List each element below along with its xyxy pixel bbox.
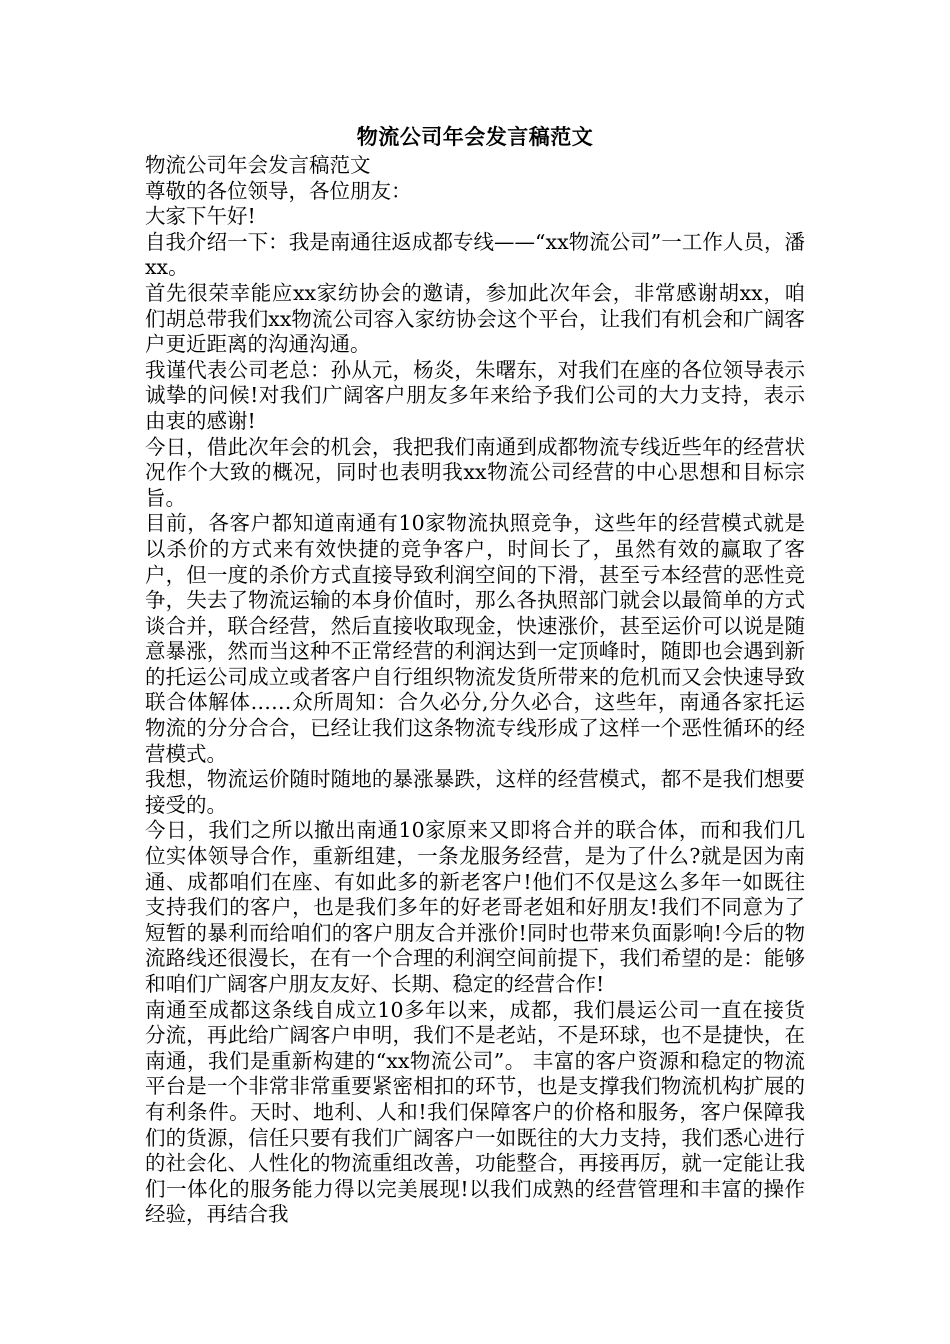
paragraph-greetings-from-management: 我谨代表公司老总：孙从元，杨炎，朱曙东，对我们在座的各位领导表示诚挚的问候!对我们广阔客户朋友多年来给予我们公司的大力支持，表示由衷的感谢! bbox=[145, 357, 805, 433]
paragraph-thanks-association: 首先很荣幸能应xx家纺协会的邀请，参加此次年会，非常感谢胡xx，咱们胡总带我们xx物流公司容入家纺协会这个平台，让我们有机会和广阔客户更近距离的沟通沟通。 bbox=[145, 280, 805, 357]
paragraph-reorganization: 今日，我们之所以撤出南通10家原来又即将合并的联合体，而和我们几位实体领导合作，重新组建，一条龙服务经营，是为了什么?就是因为南通、成都咱们在座、有如此多的新老客户!他们不仅是这么多年一如既往支持我们的客户，也是我们多年的好老哥老姐和好朋友!我们不同意为了短暂的暴利而给咱们的客户朋友合并涨价!同时也带来负面影响!今后的物流路线还很漫长，在有一个合理的利润空间前提下，我们希望的是：能够和咱们广阔客户朋友友好、长期、稳定的经营合作! bbox=[145, 818, 805, 996]
paragraph-greeting: 大家下午好! bbox=[145, 204, 256, 229]
paragraph-company-statement: 南通至成都这条线自成立10多年以来，成都，我们晨运公司一直在接货分流，再此给广阔客户申明，我们不是老站，不是环球，也不是捷快，在南通，我们是重新构建的“xx物流公司”。 丰富的客户资源和稳定的物流平台是一个非常非常重要紧密相扣的环节，也是支撑我们物流机构扩展的有利条件。天时、地利、人和!我们保障客户的价格和服务，客户保障我们的货源，信任只要有我们广阔客户一如既往的大力支持，我们悉心进行的社会化、人性化的物流重组改善，功能整合，再接再厉，就一定能让我们一体化的服务能力得以完美展现!以我们成熟的经营管理和丰富的操作经验，再结合我 bbox=[145, 997, 805, 1227]
document-page bbox=[145, 121, 805, 1228]
paragraph-introduction: 自我介绍一下：我是南通往返成都专线——“xx物流公司”一工作人员，潘xx。 bbox=[145, 229, 805, 280]
paragraph-opinion: 我想，物流运价随时随地的暴涨暴跌，这样的经营模式，都不是我们想要接受的。 bbox=[145, 767, 805, 817]
paragraph-occasion: 今日，借此次年会的机会，我把我们南通到成都物流专线近些年的经营状况作个大致的概况，同时也表明我xx物流公司经营的中心思想和目标宗旨。 bbox=[145, 434, 805, 510]
paragraph-salutation: 尊敬的各位领导，各位朋友： bbox=[145, 178, 412, 203]
document-title: 物流公司年会发言稿范文 bbox=[356, 124, 594, 149]
paragraph-subtitle: 物流公司年会发言稿范文 bbox=[145, 153, 371, 177]
paragraph-market-situation: 目前，各客户都知道南通有10家物流执照竞争，这些年的经营模式就是以杀价的方式来有效快捷的竞争客户，时间长了，虽然有效的赢取了客户，但一度的杀价方式直接导致利润空间的下滑，甚至亏本经营的恶性竞争，失去了物流运输的本身价值时，那么各执照部门就会以最简单的方式谈合并，联合经营，然后直接收取现金，快速涨价，甚至运价可以说是随意暴涨，然而当这种不正常经营的利润达到一定顶峰时，随即也会遇到新的托运公司成立或者客户自行组织物流发货所带来的危机而又会快速导致联合体解体……众所周知：合久必分,分久必合，这些年，南通各家托运物流的分分合合，已经让我们这条物流专线形成了这样一个恶性循环的经营模式。 bbox=[145, 511, 805, 766]
